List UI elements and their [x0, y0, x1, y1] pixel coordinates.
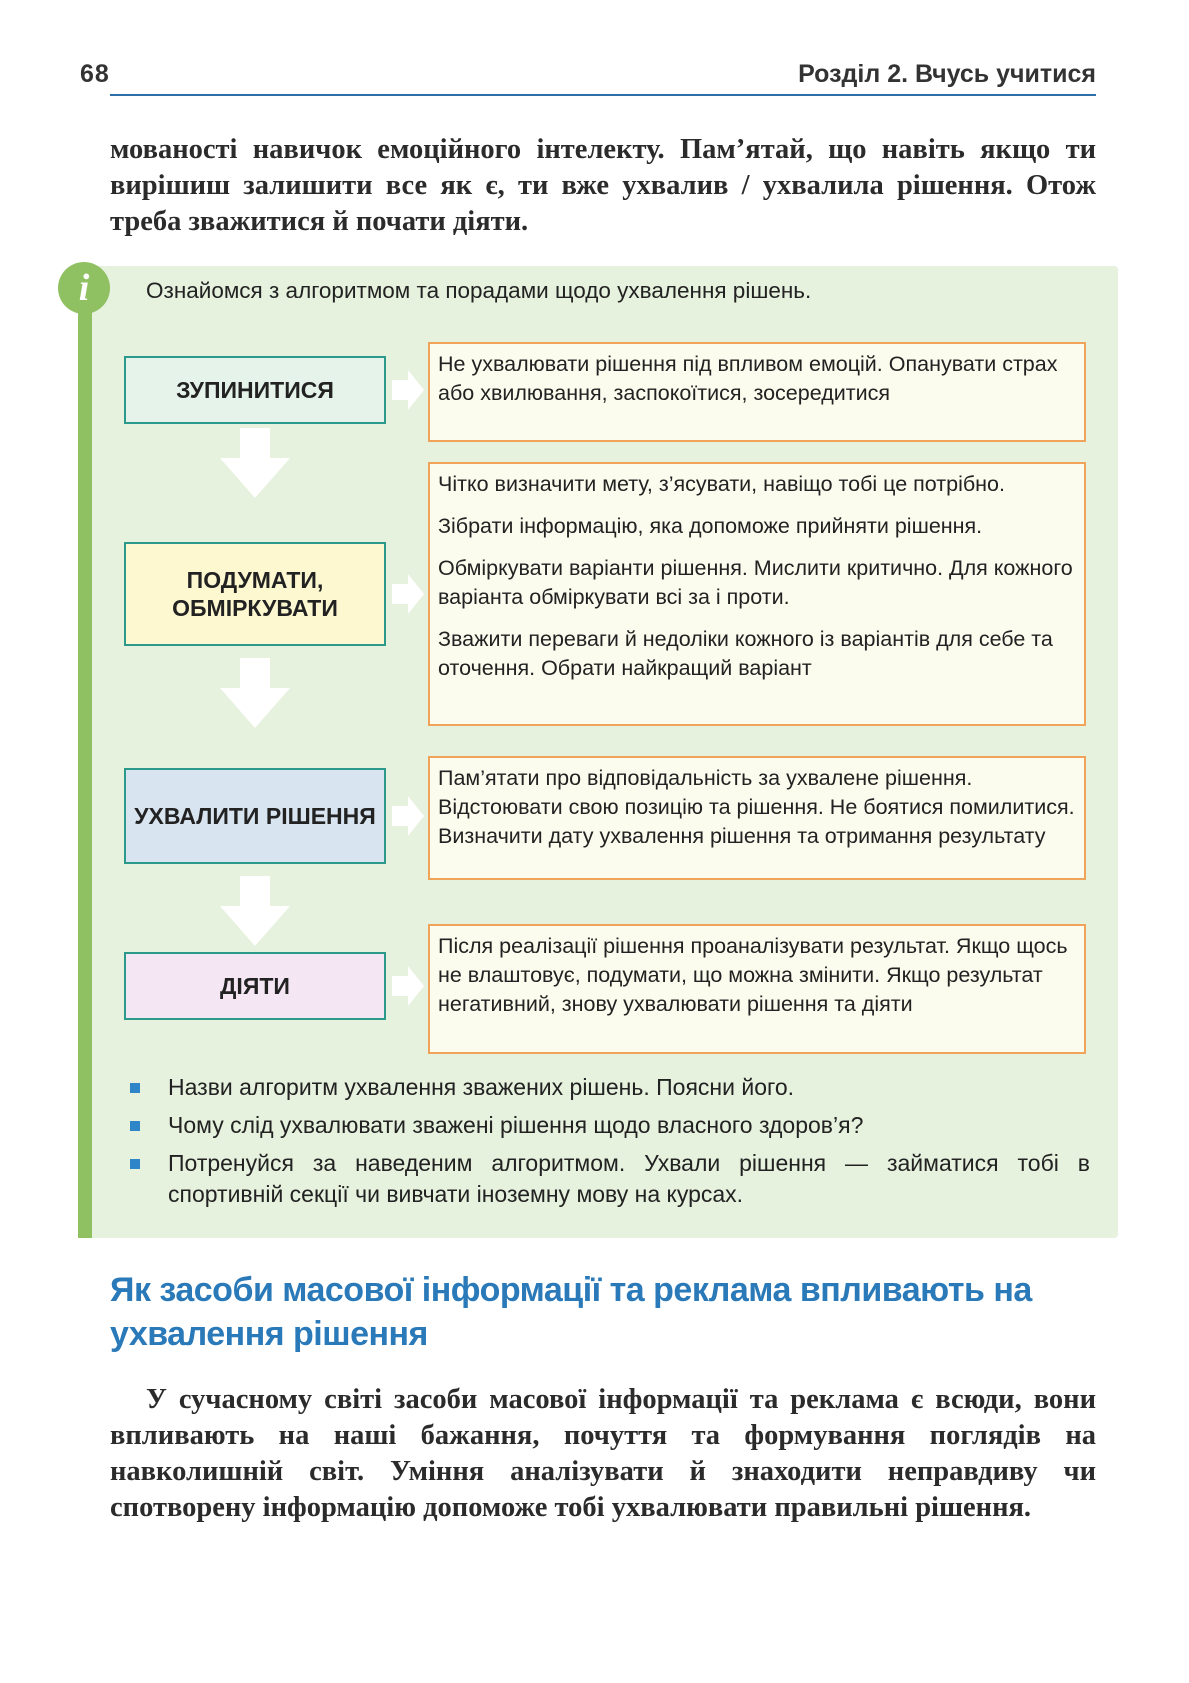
tip-text: Пам’ятати про відповідальність за ухвалене рішення. Відстоювати свою позицію та рішення. Не боятися помилитися. Визначити дату ухвалення рішення та отримання результату — [438, 766, 1075, 848]
tips-stop — [428, 342, 1086, 442]
tip-text: Чітко визначити мету, з’ясувати, навіщо тобі це потрібно. — [438, 472, 1005, 496]
info-icon: i — [58, 262, 110, 314]
page-number: 68 — [80, 60, 110, 88]
chapter-title: Розділ 2. Вчусь учитися — [798, 60, 1096, 88]
tips-decide — [428, 756, 1086, 880]
tips-act — [428, 924, 1086, 1054]
question-text: Назви алгоритм ухвалення зважених рішень. Поясни його. — [168, 1074, 795, 1100]
tip-text: Після реалізації рішення проаналізувати результат. Якщо щось не влаштовує, подумати, що можна змінити. Якщо результат негативний, знову ухвалювати рішення та діяти — [438, 934, 1068, 1016]
info-stripe — [78, 280, 92, 1238]
question-text: Чому слід ухвалювати зважені рішення щодо власного здоров’я? — [168, 1112, 864, 1138]
bullet-icon — [130, 1083, 140, 1093]
bullet-icon — [130, 1159, 140, 1169]
section-title: Як засоби масової інформації та реклама впливають на ухвалення рішення — [110, 1271, 1032, 1353]
info-intro: Ознайомся з алгоритмом та порадами щодо ухвалення рішень. — [146, 278, 812, 303]
info-box — [78, 266, 1118, 1238]
right-arrow-icon — [392, 370, 424, 410]
tip-text: Обміркувати варіанти рішення. Мислити критично. Для кожного варіанта обміркувати всі за і проти. — [438, 556, 1073, 609]
right-arrow-icon — [392, 966, 424, 1006]
tip-text: Зважити переваги й недоліки кожного із варіантів для себе та оточення. Обрати найкращий варіант — [438, 627, 1053, 680]
step-think: ПОДУМАТИ, ОБМІРКУВАТИ — [124, 542, 386, 646]
tip-text: Зібрати інформацію, яка допоможе прийняти рішення. — [438, 514, 983, 538]
intro-paragraph: мованості навичок емоційного інтелекту. Пам’ятай, що навіть якщо ти вирішиш залишити все як є, ти вже ухвалив / ухвалила рішення. Отож треба зважитися й почати діяти. — [110, 134, 1096, 237]
bullet-icon — [130, 1121, 140, 1131]
right-arrow-icon — [392, 796, 424, 836]
down-arrow-icon — [220, 658, 290, 728]
questions-list — [130, 1072, 1090, 1217]
question-item — [130, 1148, 1090, 1210]
down-arrow-icon — [220, 876, 290, 946]
tip-text: Не ухвалювати рішення під впливом емоцій. Опанувати страх або хвилювання, заспокоїтися, зосередитися — [438, 352, 1058, 405]
question-item — [130, 1072, 1090, 1103]
step-act: ДІЯТИ — [124, 952, 386, 1020]
step-stop: ЗУПИНИТИСЯ — [124, 356, 386, 424]
step-decide: УХВАЛИТИ РІШЕННЯ — [124, 768, 386, 864]
question-text: Потренуйся за наведеним алгоритмом. Ухвали рішення — займатися тобі в спортивній секції чи вивчати іноземну мову на курсах. — [168, 1150, 1090, 1207]
right-arrow-icon — [392, 574, 424, 614]
section-paragraph: У сучасному світі засоби масової інформації та реклама є всюди, вони впливають на наші бажання, почуття та формування поглядів на навколишній світ. Уміння аналізувати й знаходити неправдиву чи спотворену інформацію допоможе тобі ухвалювати правильні рішення. — [110, 1384, 1096, 1523]
page-header — [80, 58, 1096, 96]
question-item — [130, 1110, 1090, 1141]
down-arrow-icon — [220, 428, 290, 498]
tips-think — [428, 462, 1086, 726]
